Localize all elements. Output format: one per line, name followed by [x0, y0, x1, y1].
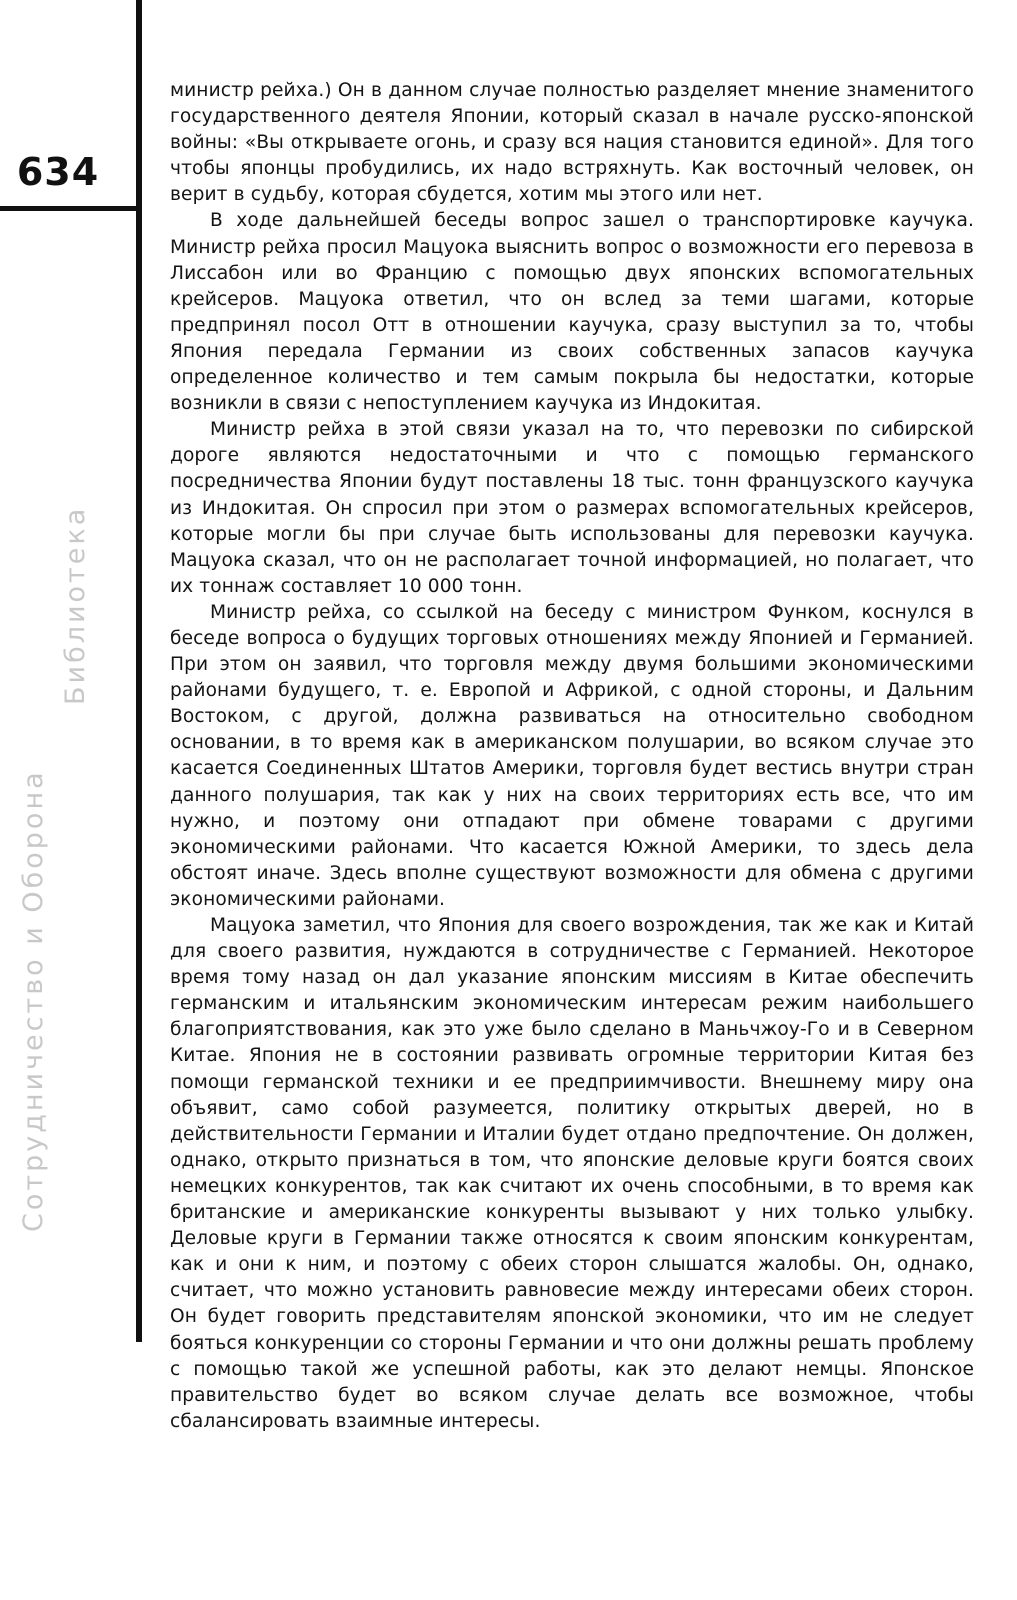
watermark-text-secondary: Библиотека: [60, 505, 91, 705]
paragraph: Министр рейха в этой связи указал на то, что перевозки по сибирской дороге являются недостаточными и что с помощью германского посредничества Японии будут поставлены 18 тыс. тонн французского каучука из Индокитая. Он спросил при этом о размерах вспомогательных крейсеров, которые могли бы при случае быть использованы для перевозки каучука. Мацуока сказал, что он не располагает точной информацией, но полагает, что их тоннаж составляет 10 000 тонн.: [170, 419, 974, 597]
paragraph: В ходе дальнейшей беседы вопрос зашел о транспортировке каучука. Министр рейха просил Мацуока выяснить вопрос о возможности его перевоза в Лиссабон или во Францию с помощью двух японских вспомогательных крейсеров. Мацуока ответил, что он вслед за теми шагами, которые предпринял посол Отт в отношении каучука, сразу выступил за то, чтобы Япония передала Германии из своих собственных запасов каучука определенное количество и тем самым покрыла бы недостатки, которые возникли в связи с непоступлением каучука из Индокитая.: [170, 210, 974, 415]
watermark-text: Сотрудничество и Оборона: [18, 769, 49, 1232]
paragraph: Министр рейха, со ссылкой на беседу с министром Функом, коснулся в беседе вопроса о будущих торговых отношениях между Японией и Германией. При этом он заявил, что торговля между двумя большими экономическими районами будущего, т. е. Европой и Африкой, с одной стороны, и Дальним Востоком, с другой, должна развиваться на относительно свободном основании, в то время как в американском полушарии, во всяком случае это касается Соединенных Штатов Америки, торговля будет вестись внутри стран данного полушария, так как у них на своих территориях есть все, что им нужно, и поэтому они отпадают при обмене товарами с другими экономическими районами. Что касается Южной Америки, то здесь дела обстоят иначе. Здесь вполне существуют возможности для обмена с другими экономическими районами.: [170, 601, 974, 910]
paragraph: министр рейха.) Он в данном случае полностью разделяет мнение знаменитого государственного деятеля Японии, который сказал в начале русско-японской войны: «Вы открываете огонь, и сразу вся нация становится единой». Для того чтобы японцы пробудились, их надо встряхнуть. Как восточный человек, он верит в судьбу, которая сбудется, хотим мы этого или нет.: [170, 80, 974, 206]
page-number-rule: [0, 206, 140, 211]
paragraph: Мацуока заметил, что Япония для своего возрождения, так же как и Китай для своего развития, нуждаются в сотрудничестве с Германией. Некоторое время тому назад он дал указание японским миссиям в Китае обеспечить германским и итальянским экономическим интересам режим наибольшего благоприятствования, как это уже было сделано в Маньчжоу-Го и в Северном Китае. Япония не в состоянии развивать огромные территории Китая без помощи германской техники и ее предприимчивости. Внешнему миру она объявит, само собой разумеется, политику открытых дверей, но в действительности Германии и Италии будет отдано предпочтение. Он должен, однако, открыто признаться в том, что японские деловые круги боятся своих немецких конкурентов, так как считают их очень способными, в то время как британские и американские конкуренты вызывают у них только улыбку. Деловые круги в Германии также относятся к своим японским конкурентам, как и они к ним, и поэтому с обеих сторон слышатся жалобы. Он, однако, считает, что можно установить равновесие между интересами обеих сторон. Он будет говорить представителям японской экономики, что им не следует бояться конкуренции со стороны Германии и что они должны решать проблему с помощью такой же успешной работы, как это делают немцы. Японское правительство будет во всяком случае делать все возможное, чтобы сбалансировать взаимные интересы.: [170, 915, 974, 1432]
margin-watermark-secondary: [60, 505, 100, 736]
margin-vertical-rule: [136, 0, 142, 1342]
page-number: 634: [16, 150, 100, 194]
body-text: [170, 78, 974, 1435]
margin-watermark: [18, 769, 58, 1263]
